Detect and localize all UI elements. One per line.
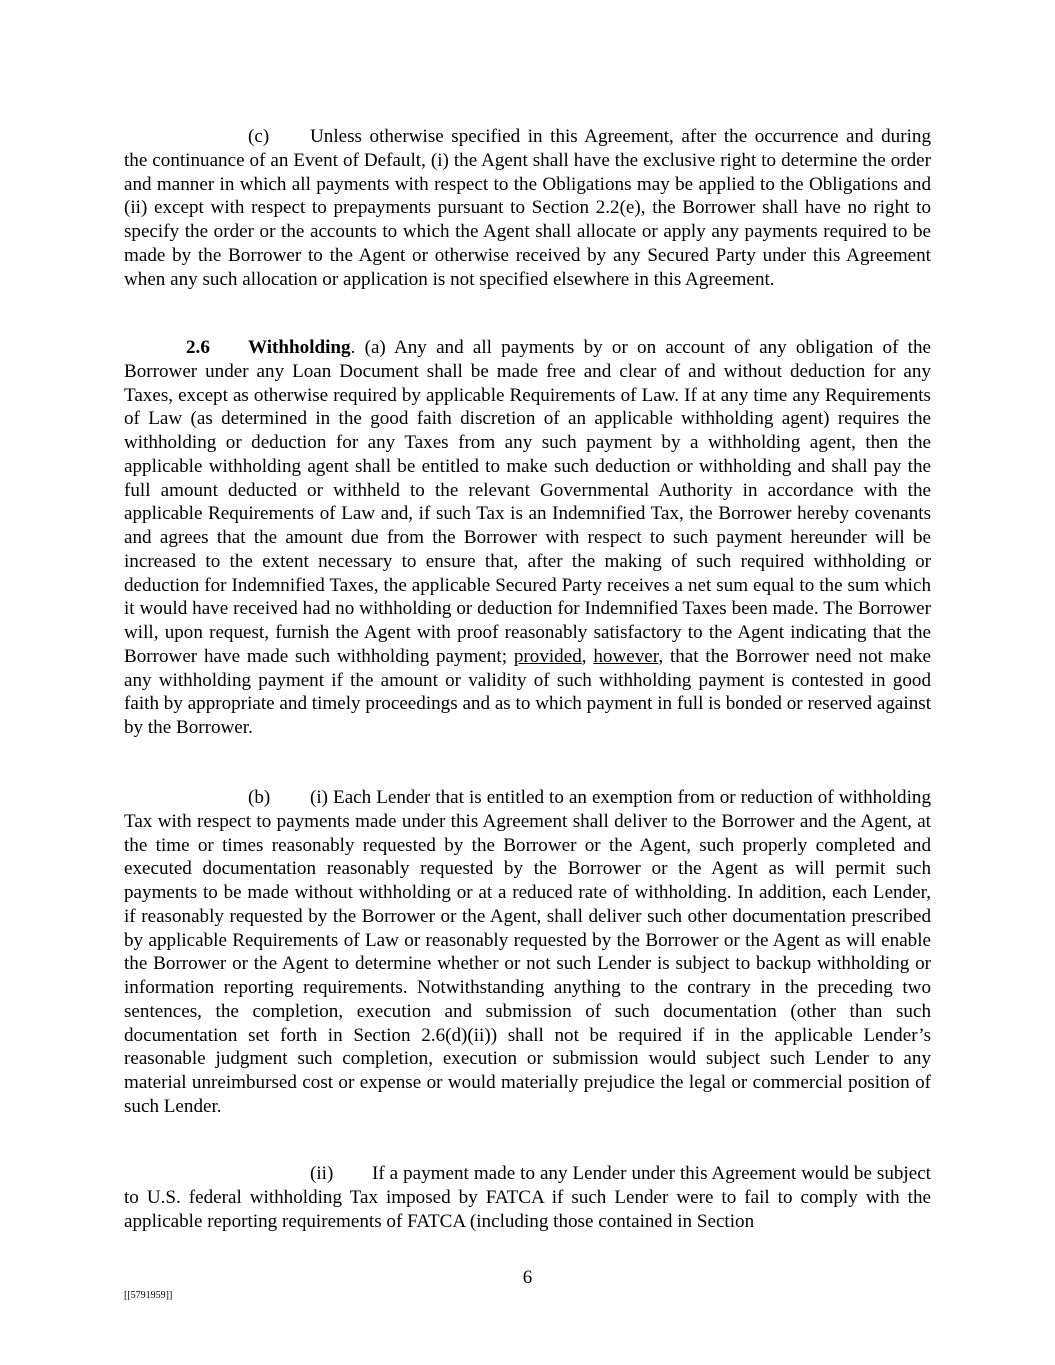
paragraph-ii — [124, 1162, 931, 1233]
section-2-6-text-1: . (a) Any and all payments by or on account of any obligation of the Borrower under any Loan Document shall be made free and clear of and without deduction for any Taxes, except as otherwise required by applicable Requirements of Law. If at any time any Requirements of Law (as determined in the good faith discretion of an applicable withholding agent) requires the withholding or deduction for any Taxes from any such payment by a withholding agent, then the applicable withholding agent shall be entitled to make such deduction or withholding and shall pay the full amount deducted or withheld to the relevant Governmental Authority in accordance with the applicable Requirements of Law and, if such Tax is an Indemnified Tax, the Borrower hereby covenants and agrees that the amount due from the Borrower with respect to such payment hereunder will be increased to the extent necessary to ensure that, after the making of such required withholding or deduction for Indemnified Taxes, the applicable Secured Party receives a net sum equal to the sum which it would have received had no withholding or deduction for Indemnified Taxes been made. The Borrower will, upon request, furnish the Agent with proof reasonably satisfactory to the Agent indicating that the Borrower have made such withholding payment; — [124, 337, 931, 667]
provided-term: provided — [513, 645, 582, 667]
paragraph-ii-text: If a payment made to any Lender under this Agreement would be subject to U.S. federal withholding Tax imposed by FATCA if such Lender were to fail to comply with the applicable reporting requirements of FATCA (including those contained in Section — [124, 1163, 931, 1232]
comma-separator: , — [581, 645, 594, 667]
paragraph-c-label: (c) — [248, 126, 270, 147]
paragraph-b-label: (b) — [248, 787, 271, 808]
paragraph-b-text: (i) Each Lender that is entitled to an exemption from or reduction of withholding Tax with respect to payments made under this Agreement shall deliver to the Borrower and the Agent, at the time or times reasonably requested by the Borrower or the Agent, such properly completed and executed documentation reasonably requested by the Borrower or the Agent as will permit such payments to be made without withholding or at a reduced rate of withholding. In addition, each Lender, if reasonably requested by the Borrower or the Agent, shall deliver such other documentation prescribed by applicable Requirements of Law or reasonably requested by the Borrower or the Agent as will enable the Borrower or the Agent to determine whether or not such Lender is subject to backup withholding or information reporting requirements. Notwithstanding anything to the contrary in the preceding two sentences, the completion, execution and submission of such documentation (other than such documentation set forth in Section 2.6(d)(ii)) shall not be required if in the applicable Lender’s reasonable judgment such completion, execution or submission would subject such Lender to any material unreimbursed cost or expense or would materially prejudice the legal or commercial position of such Lender. — [124, 787, 931, 1117]
section-2-6-heading: Withholding — [248, 337, 351, 358]
paragraph-ii-label: (ii) — [310, 1163, 334, 1184]
however-term: however — [593, 645, 659, 667]
section-2-6-paragraph — [124, 336, 931, 740]
page-number: 6 — [522, 1267, 533, 1288]
section-2-6-text-2: , that the Borrower need not make any withholding payment if the amount or validity of such withholding payment is contested in good faith by appropriate and timely proceedings and as to which payment in full is bonded or reserved against by the Borrower. — [124, 645, 931, 738]
paragraph-c-text: Unless otherwise specified in this Agreement, after the occurrence and during the continuance of an Event of Default, (i) the Agent shall have the exclusive right to determine the order and manner in which all payments with respect to the Obligations may be applied to the Obligations and (ii) except with respect to prepayments pursuant to Section 2.2(e), the Borrower shall have no right to specify the order or the accounts to which the Agent shall allocate or apply any payments required to be made by the Borrower to the Agent or otherwise received by any Secured Party under this Agreement when any such allocation or application is not specified elsewhere in this Agreement. — [124, 126, 931, 290]
paragraph-c — [124, 125, 931, 291]
section-2-6-number: 2.6 — [186, 337, 210, 358]
document-id: [[5791959]] — [124, 1290, 173, 1301]
paragraph-b — [124, 786, 931, 1119]
